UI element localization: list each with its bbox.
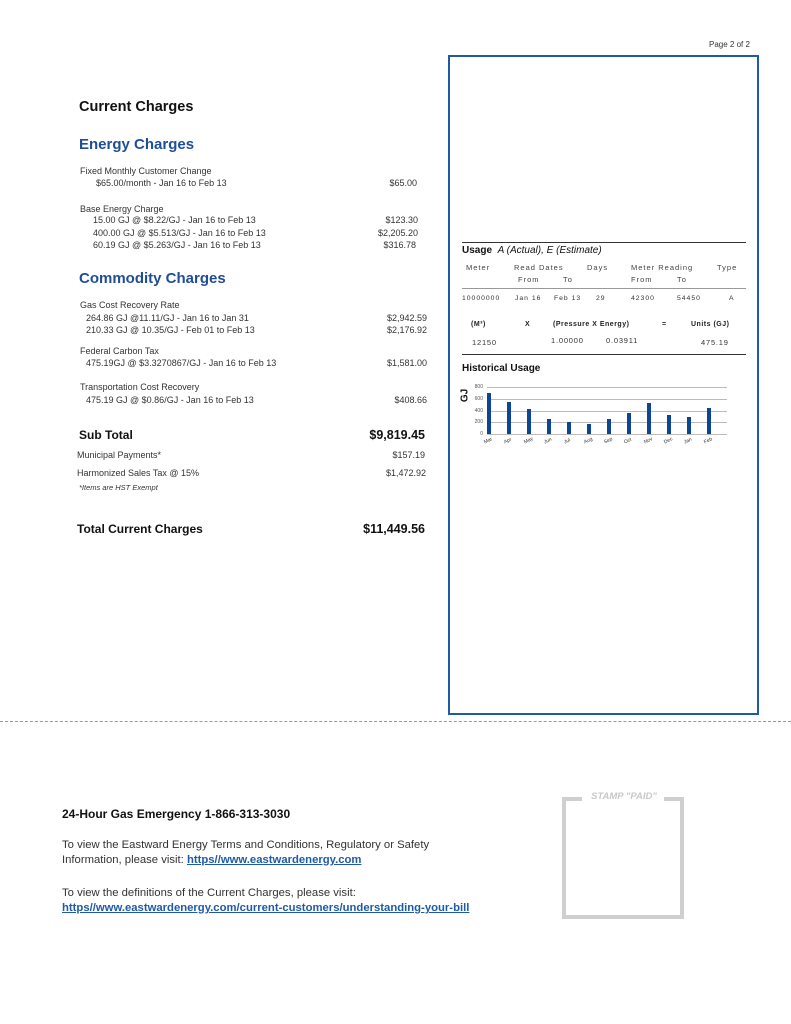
total-amount: $11,449.56 — [363, 522, 425, 536]
chart-x-label: Aug — [583, 436, 594, 446]
usage-top-rule — [462, 242, 746, 243]
chart-bar — [627, 413, 631, 434]
header-reading-to: To — [677, 275, 687, 284]
chart-bar — [527, 409, 531, 434]
chart-x-label: Nov — [643, 436, 654, 446]
transport-amount: $408.66 — [394, 395, 427, 405]
usage-title-text: Usage — [462, 245, 493, 256]
chart-gridline — [487, 387, 727, 388]
row-to: Feb 13 — [554, 295, 582, 302]
hst-label: Harmonized Sales Tax @ 15% — [77, 468, 200, 478]
chart-gridline — [487, 411, 727, 412]
usage-legend: A (Actual), E (Estimate) — [497, 245, 602, 256]
chart-bar — [707, 408, 711, 434]
gas-cost-amount-2: $2,176.92 — [386, 325, 427, 335]
row-type: A — [729, 295, 735, 302]
hst-amount: $1,472.92 — [385, 468, 426, 478]
usage-header-rule — [462, 288, 746, 289]
header-read-dates: Read Dates — [514, 263, 564, 272]
header-meter: Meter — [466, 263, 491, 272]
chart-bar — [647, 403, 651, 434]
terms-link[interactable]: https//www.eastwardenergy.com — [186, 854, 362, 866]
calc-eq-header: = — [662, 321, 667, 328]
hst-exempt-note: *Items are HST Exempt — [79, 483, 158, 492]
stamp-paid-label: STAMP "PAID" — [591, 791, 657, 802]
gas-cost-desc-1: 264.86 GJ @11.11/GJ - Jan 16 to Jan 31 — [86, 313, 249, 323]
fixed-charge-desc: $65.00/month - Jan 16 to Feb 13 — [96, 178, 227, 188]
calc-units-header: Units (GJ) — [691, 321, 730, 328]
tear-line — [0, 721, 791, 722]
chart-x-label: Jun — [543, 436, 553, 446]
commodity-charges-heading: Commodity Charges — [79, 270, 226, 287]
chart-y-tick: 200 — [474, 419, 483, 426]
usage-bottom-rule — [462, 354, 746, 355]
row-reading-from: 42300 — [631, 295, 655, 302]
header-reading-from: From — [631, 275, 653, 284]
chart-x-label: Mar — [483, 436, 494, 446]
base-energy-desc-1: 15.00 GJ @ $8.22/GJ - Jan 16 to Feb 13 — [93, 215, 256, 225]
energy-charges-heading: Energy Charges — [79, 136, 195, 153]
header-type: Type — [717, 263, 738, 272]
stamp-top-left — [562, 797, 582, 801]
subtotal-amount: $9,819.45 — [369, 428, 425, 442]
chart-bar — [547, 419, 551, 434]
carbon-tax-amount: $1,581.00 — [386, 358, 427, 368]
calc-m3-header: (M³) — [471, 321, 486, 328]
subtotal-label: Sub Total — [79, 428, 133, 442]
base-energy-desc-2: 400.00 GJ @ $5.513/GJ - Jan 16 to Feb 13 — [93, 228, 266, 238]
definitions-link[interactable]: https//www.eastwardenergy.com/current-customers/understanding-your-bill — [62, 902, 470, 914]
base-energy-amount-2: $2,205.20 — [377, 228, 418, 238]
chart-bar — [487, 393, 491, 434]
municipal-label: Municipal Payments* — [77, 450, 162, 460]
chart-x-label: Jul — [563, 437, 572, 446]
chart-y-tick: 600 — [474, 395, 483, 402]
transport-desc: 475.19 GJ @ $0.86/GJ - Jan 16 to Feb 13 — [86, 395, 254, 405]
base-energy-label: Base Energy Charge — [80, 204, 164, 214]
stamp-box — [562, 797, 684, 919]
municipal-amount: $157.19 — [392, 450, 425, 460]
emergency-line: 24-Hour Gas Emergency 1-866-313-3030 — [62, 807, 291, 821]
chart-x-label: Sep — [603, 436, 614, 446]
usage-panel-border — [448, 55, 759, 715]
chart-bar — [667, 415, 671, 434]
header-days: Days — [587, 263, 609, 272]
chart-y-label: GJ — [459, 388, 471, 403]
total-label: Total Current Charges — [77, 522, 203, 536]
chart-gridline — [487, 434, 727, 435]
historical-usage-title: Historical Usage — [462, 363, 541, 374]
row-days: 29 — [596, 295, 606, 302]
fixed-charge-amount: $65.00 — [389, 178, 417, 188]
calc-m3-value: 12150 — [472, 338, 497, 347]
base-energy-desc-3: 60.19 GJ @ $5.263/GJ - Jan 16 to Feb 13 — [93, 240, 261, 250]
chart-x-label: Dec — [663, 436, 674, 446]
calc-x-header: X — [525, 321, 531, 328]
stamp-top-right — [664, 797, 684, 801]
carbon-tax-desc: 475.19GJ @ $3.3270867/GJ - Jan 16 to Feb 13 — [86, 358, 277, 368]
gas-cost-amount-1: $2,942.59 — [386, 313, 427, 323]
transport-label: Transportation Cost Recovery — [80, 382, 200, 392]
chart-x-label: Feb — [703, 436, 714, 446]
chart-y-tick: 0 — [480, 431, 483, 437]
row-from: Jan 16 — [515, 295, 542, 302]
base-energy-amount-3: $316.78 — [383, 240, 416, 250]
chart-bar — [507, 402, 511, 434]
gas-cost-label: Gas Cost Recovery Rate — [80, 300, 180, 310]
calc-pressure-value: 1.00000 — [551, 336, 584, 345]
terms-paragraph — [62, 838, 472, 868]
current-charges-title: Current Charges — [79, 99, 194, 115]
chart-x-label: Apr — [503, 436, 513, 446]
chart-y-tick: 800 — [474, 384, 483, 390]
carbon-tax-label: Federal Carbon Tax — [80, 346, 159, 356]
chart-bar — [567, 422, 571, 434]
calc-pe-header: (Pressure X Energy) — [553, 321, 630, 328]
usage-title — [462, 245, 602, 256]
calc-energy-value: 0.03911 — [606, 336, 639, 345]
row-reading-to: 54450 — [677, 295, 701, 302]
chart-bar — [607, 419, 611, 434]
calc-units-value: 475.19 — [701, 338, 729, 347]
gas-cost-desc-2: 210.33 GJ @ 10.35/GJ - Feb 01 to Feb 13 — [86, 325, 255, 335]
header-to: To — [563, 275, 573, 284]
chart-x-label: May — [523, 436, 535, 446]
header-from: From — [518, 275, 540, 284]
chart-y-tick: 400 — [474, 407, 483, 414]
definitions-paragraph — [62, 886, 502, 916]
base-energy-amount-1: $123.30 — [385, 215, 418, 225]
terms-text: To view the Eastward Energy Terms and Conditions, Regulatory or Safety Information, please visit: — [62, 839, 430, 866]
fixed-charge-label: Fixed Monthly Customer Change — [80, 166, 212, 176]
definitions-text: To view the definitions of the Current Charges, please visit: — [62, 887, 356, 899]
chart-bar — [687, 417, 691, 434]
page-number: Page 2 of 2 — [709, 40, 750, 49]
header-meter-reading: Meter Reading — [631, 263, 694, 272]
chart-gridline — [487, 399, 727, 400]
chart-x-label: Jan — [683, 436, 693, 446]
chart-bar — [587, 424, 591, 434]
chart-x-label: Oct — [623, 436, 633, 446]
row-meter: 10000000 — [462, 295, 501, 302]
